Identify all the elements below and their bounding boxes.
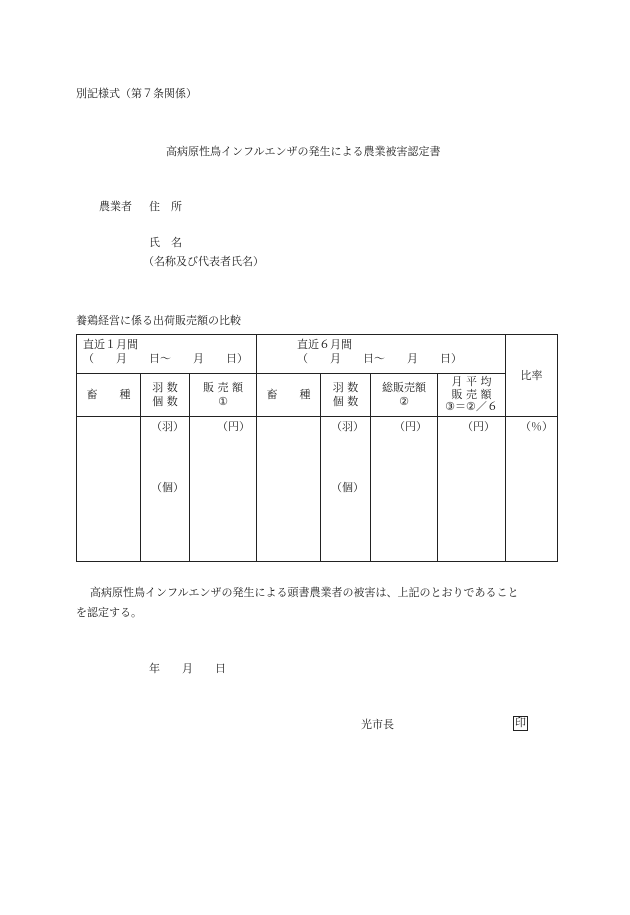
table-caption: 養鶏経営に係る出荷販売額の比較 — [76, 314, 241, 327]
date-line: 年 月 日 — [149, 662, 226, 675]
unit-yen-3: （円） — [462, 420, 496, 433]
cell-sales — [190, 417, 257, 562]
name-label: 氏 名 — [149, 236, 182, 249]
unit-yen: （円） — [217, 420, 251, 433]
cell-count-2 — [321, 417, 371, 562]
unit-eggs: （個） — [151, 481, 184, 494]
seal-text: 印 — [515, 716, 526, 729]
unit-yen-2: （円） — [394, 420, 428, 433]
certification-line-2: を認定する。 — [76, 606, 142, 619]
document-title: 高病原性鳥インフルエンザの発生による農業被害認定書 — [166, 145, 441, 158]
cell-breed-2 — [257, 417, 321, 562]
period2-label: 直近６月間 — [297, 338, 353, 351]
name-note: （名称及び代表者氏名） — [143, 255, 264, 268]
col-sales: 販 売 額 ① — [190, 374, 257, 417]
col-monthly-avg: 月 平 均 販 売 額 ③＝②／６ — [438, 374, 506, 417]
period2-header — [257, 335, 506, 374]
col-breed: 畜 種 — [77, 374, 141, 417]
unit-birds-2: （羽） — [331, 420, 365, 433]
cell-count — [141, 417, 190, 562]
col-total-sales: 総販売額 ② — [371, 374, 438, 417]
period1-range: （ 月 日～ 月 日） — [83, 351, 248, 365]
sales-comparison-table — [76, 334, 558, 562]
unit-eggs-2: （個） — [331, 481, 365, 494]
certification-line-1: 高病原性鳥インフルエンザの発生による頭書農業者の被害は、上記のとおりであること — [90, 586, 519, 599]
address-label: 住 所 — [149, 200, 182, 213]
cell-total-sales — [371, 417, 438, 562]
cell-breed — [77, 417, 141, 562]
form-label: 別記様式（第７条関係） — [76, 87, 197, 100]
cell-monthly-avg — [438, 417, 506, 562]
period1-label: 直近１月間 — [83, 338, 138, 351]
unit-percent: （％） — [520, 420, 554, 433]
ratio-header: 比率 — [506, 335, 558, 417]
cell-ratio — [506, 417, 558, 562]
col-count: 羽 数 個 数 — [141, 374, 190, 417]
col-breed-2: 畜 種 — [257, 374, 321, 417]
seal-mark — [513, 716, 528, 731]
unit-birds: （羽） — [151, 420, 184, 433]
col-count-2: 羽 数 個 数 — [321, 374, 371, 417]
period2-range: （ 月 日～ 月 日） — [297, 351, 463, 365]
farmer-label: 農業者 — [99, 200, 132, 213]
mayor-title: 光市長 — [361, 718, 394, 731]
period1-header — [77, 335, 257, 374]
